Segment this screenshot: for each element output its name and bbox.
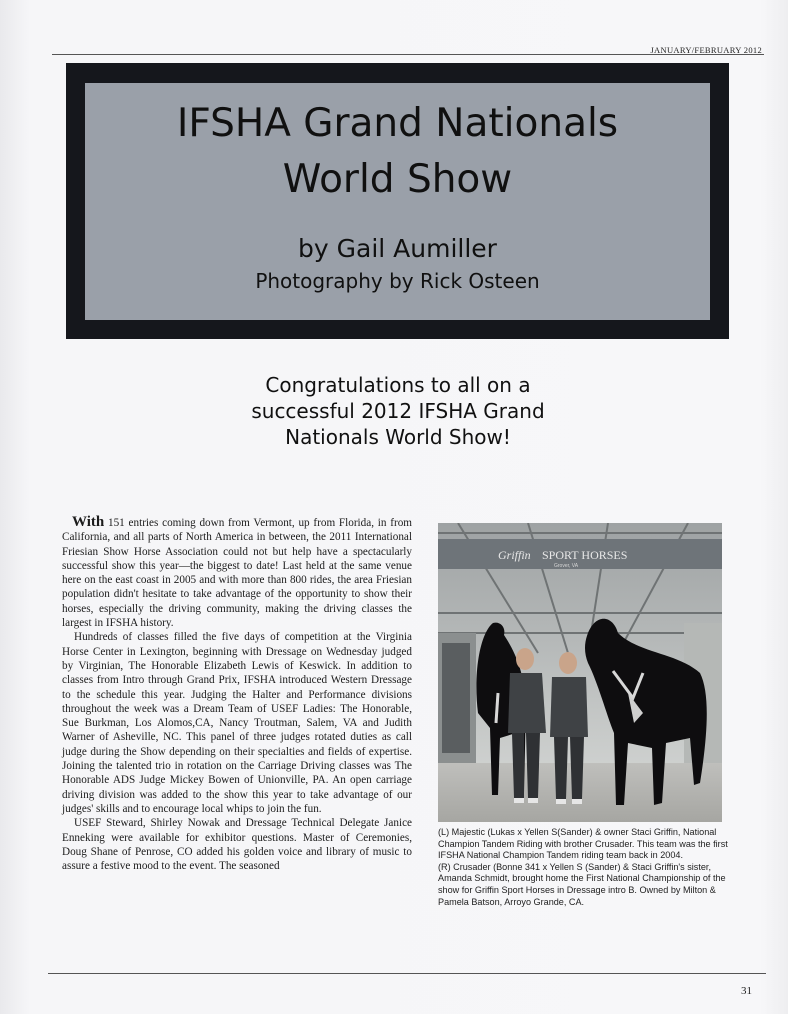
article-title-line-1: IFSHA Grand Nationals bbox=[176, 101, 619, 146]
banner-brand: Griffin bbox=[498, 548, 531, 562]
show-photo bbox=[438, 523, 722, 822]
horses-photo-illustration bbox=[438, 523, 722, 822]
photo-caption bbox=[438, 827, 728, 908]
congratulations-intro: Congratulations to all on a successful 2012 IFSHA Grand Nationals World Show! bbox=[251, 373, 545, 449]
page-number: 31 bbox=[741, 985, 752, 997]
issue-date: JANUARY/FEBRUARY 2012 bbox=[650, 45, 762, 55]
lead-word: With bbox=[72, 514, 105, 530]
article-body bbox=[62, 515, 412, 873]
banner-sub: Grover, VA bbox=[554, 563, 579, 569]
title-frame bbox=[66, 63, 729, 339]
paragraph-text: 151 entries coming down from Vermont, up from Florida, in from California, and all parts of North America in between, the 2011 International Friesian Show Horse Association could not but help have a spectacularly successful show this year—the biggest to date! Last held at the same venue here on the east coast in 2005 and with more than 800 rides, the area Friesian population didn't hesitate to take advantage of the opportunity to show their horses, especially the driving community, making the driving classes the largest in IFSHA history. bbox=[62, 517, 412, 630]
article-paragraph: USEF Steward, Shirley Nowak and Dressage Technical Delegate Janice Enneking were available for exhibitor questions. Master of Ceremonies, Doug Shane of Penrose, CO added his golden voice and library of music to assure a festive mood to the event. The seasoned bbox=[62, 817, 412, 873]
article-paragraph bbox=[62, 515, 412, 630]
article-title-line-2: World Show bbox=[282, 157, 513, 202]
byline: by Gail Aumiller bbox=[298, 234, 497, 263]
title-panel bbox=[85, 83, 710, 320]
banner-text: SPORT HORSES bbox=[542, 548, 628, 562]
photo-credit: Photography by Rick Osteen bbox=[255, 269, 540, 293]
caption-left: (L) Majestic (Lukas x Yellen S(Sander) & owner Staci Griffin, National Champion Tandem Riding with brother Crusader. This team was the first IFSHA National Champion Tandem riding team back in 2004. bbox=[438, 827, 728, 861]
footer-rule bbox=[48, 973, 766, 974]
caption-right: (R) Crusader (Bonne 341 x Yellen S (Sander) & Staci Griffin's sister, Amanda Schmidt, brought home the First National Championship of the show for Griffin Sport Horses in Dressage intro B. Owned by Milton & Pamela Batson, Arroyo Grande, CA. bbox=[438, 861, 726, 907]
article-paragraph: Hundreds of classes filled the five days of competition at the Virginia Horse Center in Lexington, beginning with Dressage on Wednesday judged by Virginian, The Honorable Elizabeth Lewis of Keswick. In addition to classes from Intro through Grand Prix, IFSHA introduced Western Dressage to the schedule this year. Judging the Halter and Performance divisions throughout the week was a Dream Team of USEF Ladies: The Honorable, Sue Burkman, Los Alomos,CA, Nancy Troutman, Salem, VA and Judith Warner of Asheville, NC. This panel of three judges rotated duties as call judge during the Show depending on their specialties and fields of expertise. Joining the talented trio in rotation on the Carriage Driving classes was The Honorable ADS Judge Mickey Bowen of Unionville, PA. An open carriage driving division was added to the show this year to take advantage of our judges' skills and to encourage local whips to join the fun. bbox=[62, 631, 412, 815]
